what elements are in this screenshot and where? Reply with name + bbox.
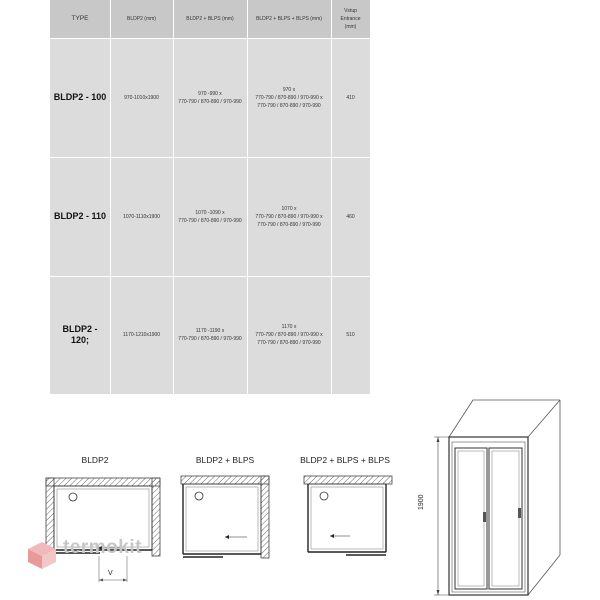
shower-tray — [183, 484, 261, 554]
row1-bldp2: 970-1010x1900 — [124, 94, 159, 101]
header-bldp2-blps: BLDP2 + BLPS (mm) — [186, 16, 234, 22]
plan-diagram-bldp2-blps-blps — [300, 470, 400, 560]
header-bldp2-blps-blps: BLDP2 + BLPS + BLPS (mm) — [256, 16, 322, 22]
row2-bldp2-blps-blps: 1070 x 770-790 / 870-890 / 970-990 x 770-790 / 870-890 / 970-990 — [255, 205, 323, 228]
row2-entrance: 460 — [346, 213, 355, 220]
cube-icon — [24, 540, 60, 570]
drain-icon — [320, 492, 328, 500]
row2-bldp2: 1070-1110x1900 — [123, 213, 160, 220]
drain-icon — [69, 493, 77, 501]
wall-right — [261, 476, 269, 558]
row1-type: BLDP2 - 100 — [53, 92, 107, 102]
arrow-left-icon — [225, 535, 229, 539]
row2-type: BLDP2 - 110 — [53, 211, 107, 221]
height-label: 1900 — [418, 494, 425, 510]
door-handle — [483, 512, 486, 522]
row3-bldp2: 1170-1210x1900 — [122, 332, 161, 338]
header-type: TYPE — [71, 15, 89, 22]
watermark-logo — [24, 537, 174, 570]
diagram1-caption: BLDP2 — [81, 455, 109, 465]
door-handle — [518, 508, 521, 518]
plan-diagram-bldp2 — [40, 470, 170, 595]
diagram2-caption: BLDP2 + BLPS — [195, 455, 255, 465]
row3-bldp2-blps-blps: 1170 x 770-790 / 870-890 / 970-990 x 770-790 / 870-890 / 970-990 — [255, 324, 323, 346]
header-bldp2: BLDP2 (mm) — [127, 16, 156, 22]
door-panel-left — [455, 448, 487, 589]
row2-bldp2-blps: 1070 -1090 x 770-790 / 870-890 / 970-990 — [178, 209, 242, 224]
row1-entrance: 410 — [346, 94, 355, 101]
row1-bldp2-blps-blps: 970 x 770-790 / 870-890 / 970-990 x 770-790 / 870-890 / 970-990 — [255, 86, 323, 109]
v-label: V — [108, 570, 113, 577]
row3-type: BLDP2 - 120; — [62, 324, 98, 345]
wall-back — [46, 478, 160, 486]
header-entrance: Vstup Entrance (mm) — [340, 8, 361, 30]
row3-entrance: 510 — [346, 332, 355, 338]
drain-icon — [195, 492, 203, 500]
wall-back — [304, 476, 392, 484]
door-panel-right — [489, 448, 522, 589]
row3-bldp2-blps: 1170 -1190 x 770-790 / 870-890 / 970-990 — [178, 328, 242, 342]
shower-tray — [308, 484, 386, 552]
watermark-text: termokit — [63, 537, 142, 558]
arrow-left-icon — [330, 534, 334, 538]
plan-diagram-bldp2-blps — [175, 470, 275, 565]
wall-back — [181, 476, 269, 484]
diagram3-caption: BLDP2 + BLPS + BLPS — [300, 455, 390, 465]
elevation-drawing — [425, 390, 585, 600]
spec-table — [50, 0, 370, 394]
row1-bldp2-blps: 970 -990 x 770-790 / 870-890 / 970-990 — [178, 90, 242, 105]
